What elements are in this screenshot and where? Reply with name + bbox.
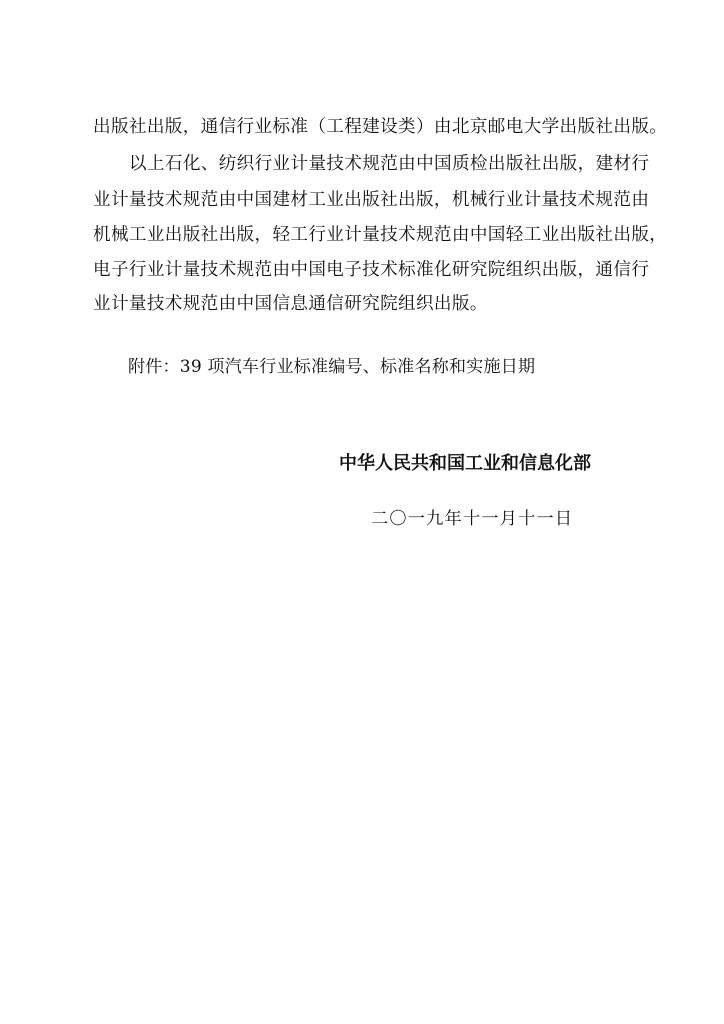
paragraph-line-6: 业计量技术规范由中国信息通信研究院组织出版。 bbox=[93, 294, 488, 314]
paragraph-line-3: 业计量技术规范由中国建材工业出版社出版，机械行业计量技术规范由 bbox=[93, 190, 650, 210]
issue-date: 二〇一九年十一月十一日 bbox=[371, 509, 574, 529]
paragraph-line-2: 以上石化、纺织行业计量技术规范由中国质检出版社出版，建材行 bbox=[129, 154, 650, 174]
paragraph-line-4: 机械工业出版社出版，轻工行业计量技术规范由中国轻工业出版社出版， bbox=[93, 225, 668, 245]
paragraph-line-5: 电子行业计量技术规范由中国电子技术标准化研究院组织出版，通信行 bbox=[93, 260, 650, 280]
issuer-name: 中华人民共和国工业和信息化部 bbox=[339, 453, 591, 474]
attachment-line: 附件：39 项汽车行业标准编号、标准名称和实施日期 bbox=[128, 357, 536, 377]
paragraph-line-1: 出版社出版，通信行业标准（工程建设类）由北京邮电大学出版社出版。 bbox=[93, 117, 668, 137]
